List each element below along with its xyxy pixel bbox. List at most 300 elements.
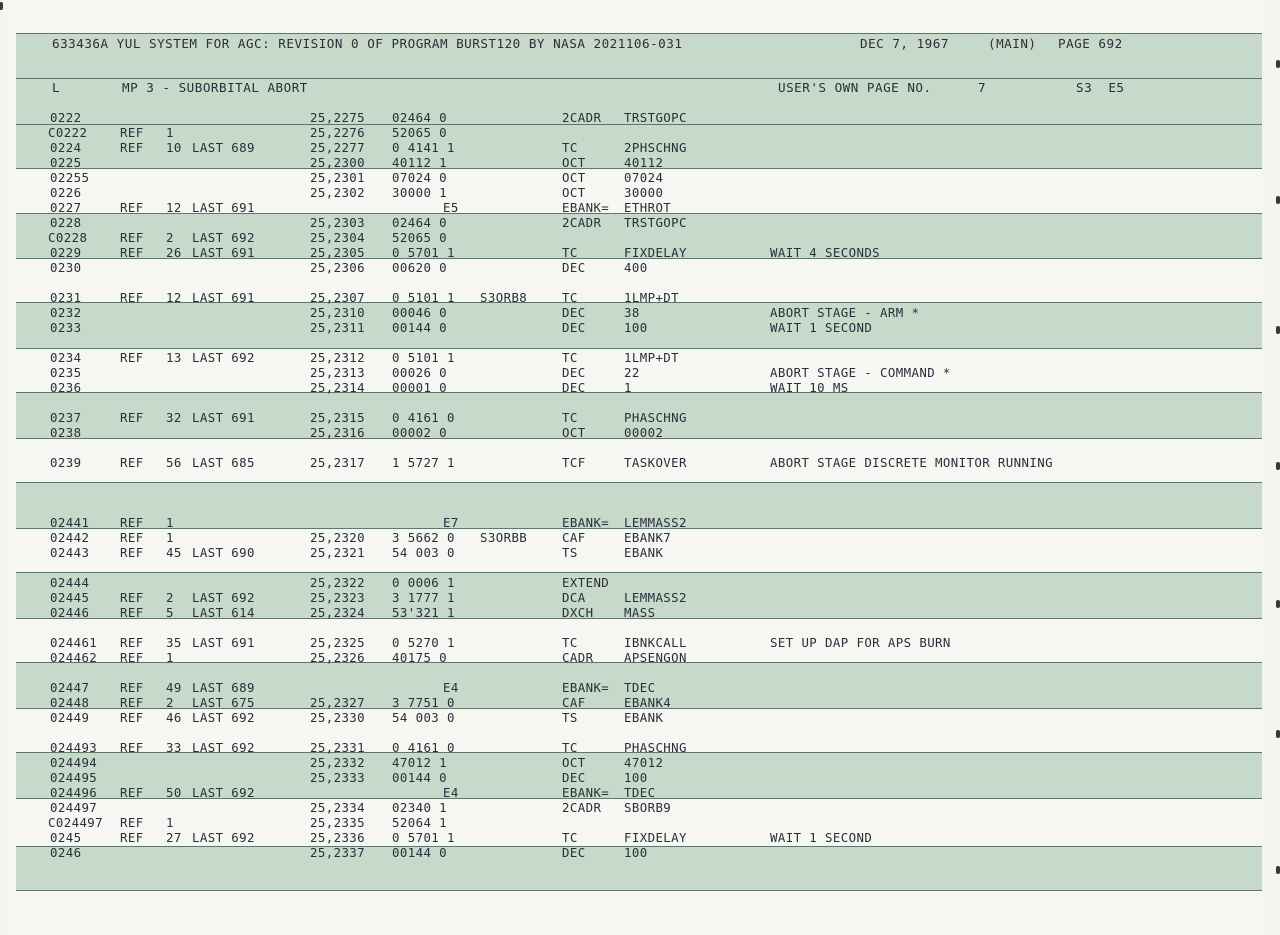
opcode-cell: TS [562,545,578,560]
address-cell: 25,2331 [310,740,366,755]
word-cell: 3 1777 1 [392,590,455,605]
ref-count-cell: 12 [166,200,182,215]
ref-count-cell: 32 [166,410,182,425]
ref-cell: REF [120,290,144,305]
loc-cell: 02443 [50,545,90,560]
ref-count-cell: 26 [166,245,182,260]
operand-cell: LEMMASS2 [624,515,687,530]
word-cell: 3 7751 0 [392,695,455,710]
word-cell: 02464 0 [392,215,448,230]
last-page-cell: LAST 614 [192,605,255,620]
listing-row [0,260,1280,275]
operand-cell: 38 [624,305,640,320]
word-cell: 52065 0 [392,125,448,140]
word-cell: 52065 0 [392,230,448,245]
opcode-cell: EBANK= [562,200,610,215]
opcode-cell: DEC [562,845,586,860]
word-cell: E5 [443,200,459,215]
loc-cell: 0224 [50,140,82,155]
ref-count-cell: 2 [166,695,174,710]
ref-count-cell: 1 [166,125,174,140]
opcode-cell: EXTEND [562,575,610,590]
address-cell: 25,2320 [310,530,366,545]
listing-row [0,710,1280,725]
loc-cell: 0229 [50,245,82,260]
ref-cell: REF [120,635,144,650]
operand-cell: EBANK7 [624,530,672,545]
ref-cell: REF [120,650,144,665]
last-page-cell: LAST 692 [192,740,255,755]
greenbar-rule [16,348,1262,349]
last-page-cell: LAST 692 [192,590,255,605]
address-cell: 25,2313 [310,365,366,380]
word-cell: E4 [443,785,459,800]
operand-cell: 07024 [624,170,664,185]
operand-cell: 400 [624,260,648,275]
ref-cell: REF [120,605,144,620]
address-cell: 25,2336 [310,830,366,845]
operand-cell: FIXDELAY [624,245,687,260]
word-cell: 00002 0 [392,425,448,440]
listing-row [0,155,1280,170]
listing-header [0,36,1280,52]
loc-cell: 0225 [50,155,82,170]
listing-row [0,125,1280,140]
feed-hole [1276,326,1280,334]
opcode-cell: DEC [562,380,586,395]
last-page-cell: LAST 691 [192,200,255,215]
opcode-cell: TC [562,635,578,650]
ref-count-cell: 50 [166,785,182,800]
loc-cell: 024493 [50,740,98,755]
ref-cell: REF [120,350,144,365]
listing-row [0,695,1280,710]
ref-count-cell: 10 [166,140,182,155]
word-cell: 0 4141 1 [392,140,455,155]
operand-cell: 47012 [624,755,664,770]
loc-cell: 0235 [50,365,82,380]
opcode-cell: OCT [562,185,586,200]
word-cell: 54 003 0 [392,710,455,725]
program-title: 633436A YUL SYSTEM FOR AGC: REVISION 0 OF PROGRAM BURST120 BY NASA 2021106-031 [52,36,683,51]
word-cell: E4 [443,680,459,695]
opcode-cell: 2CADR [562,215,602,230]
word-cell: 00046 0 [392,305,448,320]
listing-row [0,320,1280,335]
comment-cell: ABORT STAGE - COMMAND * [770,365,951,380]
listing-row [0,635,1280,650]
address-cell: 25,2330 [310,710,366,725]
users-page-label: USER'S OWN PAGE NO. [778,80,932,95]
listing-row [0,350,1280,365]
opcode-cell: EBANK= [562,515,610,530]
operand-cell: 30000 [624,185,664,200]
word-cell: 54 003 0 [392,545,455,560]
opcode-cell: CAF [562,695,586,710]
comment-cell: ABORT STAGE DISCRETE MONITOR RUNNING [770,455,1053,470]
ref-count-cell: 45 [166,545,182,560]
opcode-cell: DEC [562,260,586,275]
ref-count-cell: 27 [166,830,182,845]
operand-cell: 100 [624,845,648,860]
word-cell: 40112 1 [392,155,448,170]
section-title: MP 3 - SUBORBITAL ABORT [122,80,308,95]
loc-cell: 024461 [50,635,98,650]
last-page-cell: LAST 691 [192,410,255,425]
ref-cell: REF [120,200,144,215]
loc-cell: C0228 [48,230,88,245]
section-codes: S3 E5 [1076,80,1125,95]
listing-mode: (MAIN) [988,36,1037,51]
listing-row [0,530,1280,545]
listing-type: L [52,80,61,95]
ref-cell: REF [120,410,144,425]
address-cell: 25,2317 [310,455,366,470]
address-cell: 25,2304 [310,230,366,245]
opcode-cell: OCT [562,170,586,185]
opcode-cell: OCT [562,755,586,770]
operand-cell: TRSTGOPC [624,110,687,125]
ref-cell: REF [120,530,144,545]
listing-row [0,515,1280,530]
ref-count-cell: 1 [166,815,174,830]
loc-cell: 0227 [50,200,82,215]
label-cell: S3ORBB [480,530,528,545]
listing-row [0,590,1280,605]
ref-cell: REF [120,515,144,530]
word-cell: 00026 0 [392,365,448,380]
address-cell: 25,2315 [310,410,366,425]
loc-cell: 0233 [50,320,82,335]
ref-cell: REF [120,140,144,155]
loc-cell: 02447 [50,680,90,695]
opcode-cell: TC [562,140,578,155]
word-cell: 0 5270 1 [392,635,455,650]
address-cell: 25,2301 [310,170,366,185]
address-cell: 25,2277 [310,140,366,155]
address-cell: 25,2275 [310,110,366,125]
address-cell: 25,2321 [310,545,366,560]
operand-cell: SBORB9 [624,800,672,815]
operand-cell: ETHROT [624,200,672,215]
comment-cell: WAIT 1 SECOND [770,830,873,845]
word-cell: 0 5101 1 [392,350,455,365]
loc-cell: 02255 [50,170,90,185]
ref-cell: REF [120,455,144,470]
ref-cell: REF [120,830,144,845]
ref-cell: REF [120,710,144,725]
address-cell: 25,2303 [310,215,366,230]
opcode-cell: DCA [562,590,586,605]
ref-cell: REF [120,590,144,605]
last-page-cell: LAST 692 [192,785,255,800]
opcode-cell: 2CADR [562,800,602,815]
address-cell: 25,2307 [310,290,366,305]
label-cell: S3ORB8 [480,290,528,305]
last-page-cell: LAST 690 [192,545,255,560]
loc-cell: 02449 [50,710,90,725]
last-page-cell: LAST 691 [192,290,255,305]
last-page-cell: LAST 691 [192,635,255,650]
listing-row [0,455,1280,470]
opcode-cell: TC [562,290,578,305]
ref-cell: REF [120,695,144,710]
ref-count-cell: 5 [166,605,174,620]
loc-cell: 024494 [50,755,98,770]
loc-cell: 0226 [50,185,82,200]
greenbar-rule [16,890,1262,891]
listing-row [0,680,1280,695]
loc-cell: 024496 [50,785,98,800]
listing-row [0,290,1280,305]
loc-cell: 0239 [50,455,82,470]
loc-cell: 0222 [50,110,82,125]
last-page-cell: LAST 675 [192,695,255,710]
ref-count-cell: 35 [166,635,182,650]
listing-row [0,380,1280,395]
listing-row [0,365,1280,380]
operand-cell: TASKOVER [624,455,687,470]
address-cell: 25,2324 [310,605,366,620]
loc-cell: C024497 [48,815,104,830]
address-cell: 25,2322 [310,575,366,590]
word-cell: 3 5662 0 [392,530,455,545]
comment-cell: WAIT 10 MS [770,380,849,395]
feed-hole [1276,600,1280,608]
last-page-cell: LAST 692 [192,710,255,725]
listing-row [0,770,1280,785]
word-cell: 02464 0 [392,110,448,125]
listing-row [0,755,1280,770]
loc-cell: 024462 [50,650,98,665]
opcode-cell: EBANK= [562,785,610,800]
operand-cell: TDEC [624,680,656,695]
users-page-number: 7 [978,80,987,95]
operand-cell: TDEC [624,785,656,800]
opcode-cell: TC [562,350,578,365]
opcode-cell: TC [562,410,578,425]
operand-cell: EBANK [624,545,664,560]
loc-cell: 0245 [50,830,82,845]
ref-count-cell: 1 [166,650,174,665]
listing-row [0,200,1280,215]
address-cell: 25,2276 [310,125,366,140]
word-cell: 0 4161 0 [392,410,455,425]
listing-subheader [0,80,1280,96]
feed-hole [1276,60,1280,68]
operand-cell: EBANK [624,710,664,725]
word-cell: 52064 1 [392,815,448,830]
operand-cell: 00002 [624,425,664,440]
word-cell: 00144 0 [392,845,448,860]
listing-row [0,830,1280,845]
operand-cell: MASS [624,605,656,620]
feed-hole [1276,462,1280,470]
ref-count-cell: 46 [166,710,182,725]
feed-hole [1276,196,1280,204]
comment-cell: WAIT 1 SECOND [770,320,873,335]
address-cell: 25,2312 [310,350,366,365]
last-page-cell: LAST 692 [192,830,255,845]
ref-cell: REF [120,680,144,695]
loc-cell: 0237 [50,410,82,425]
listing-row [0,185,1280,200]
listing-row [0,305,1280,320]
opcode-cell: 2CADR [562,110,602,125]
ref-count-cell: 12 [166,290,182,305]
ref-count-cell: 2 [166,590,174,605]
loc-cell: 0231 [50,290,82,305]
address-cell: 25,2337 [310,845,366,860]
word-cell: 0 5101 1 [392,290,455,305]
feed-hole [0,2,3,10]
operand-cell: 100 [624,320,648,335]
address-cell: 25,2314 [310,380,366,395]
loc-cell: 0238 [50,425,82,440]
operand-cell: 2PHSCHNG [624,140,687,155]
listing-row [0,140,1280,155]
listing-row [0,785,1280,800]
ref-cell: REF [120,815,144,830]
opcode-cell: TC [562,830,578,845]
operand-cell: LEMMASS2 [624,590,687,605]
listing-row [0,605,1280,620]
opcode-cell: OCT [562,155,586,170]
listing-row [0,545,1280,560]
word-cell: 1 5727 1 [392,455,455,470]
page-number: PAGE 692 [1058,36,1123,51]
listing-row [0,575,1280,590]
loc-cell: 02446 [50,605,90,620]
operand-cell: IBNKCALL [624,635,687,650]
address-cell: 25,2333 [310,770,366,785]
listing-row [0,245,1280,260]
listing-date: DEC 7, 1967 [860,36,949,51]
opcode-cell: DEC [562,305,586,320]
operand-cell: PHASCHNG [624,740,687,755]
ref-cell: REF [120,545,144,560]
ref-cell: REF [120,245,144,260]
loc-cell: 0232 [50,305,82,320]
word-cell: E7 [443,515,459,530]
address-cell: 25,2327 [310,695,366,710]
ref-count-cell: 1 [166,515,174,530]
word-cell: 07024 0 [392,170,448,185]
listing-row [0,410,1280,425]
operand-cell: 100 [624,770,648,785]
opcode-cell: DEC [562,365,586,380]
ref-count-cell: 56 [166,455,182,470]
word-cell: 53'321 1 [392,605,455,620]
last-page-cell: LAST 691 [192,245,255,260]
last-page-cell: LAST 685 [192,455,255,470]
last-page-cell: LAST 689 [192,140,255,155]
last-page-cell: LAST 689 [192,680,255,695]
ref-count-cell: 1 [166,530,174,545]
opcode-cell: CADR [562,650,594,665]
address-cell: 25,2305 [310,245,366,260]
opcode-cell: DXCH [562,605,594,620]
word-cell: 47012 1 [392,755,448,770]
feed-hole [1276,730,1280,738]
address-cell: 25,2310 [310,305,366,320]
comment-cell: WAIT 4 SECONDS [770,245,881,260]
listing-row [0,740,1280,755]
operand-cell: 40112 [624,155,664,170]
listing-row [0,230,1280,245]
comment-cell: ABORT STAGE - ARM * [770,305,920,320]
listing-row [0,425,1280,440]
address-cell: 25,2316 [310,425,366,440]
loc-cell: 02444 [50,575,90,590]
loc-cell: 0234 [50,350,82,365]
operand-cell: 1LMP+DT [624,290,680,305]
ref-cell: REF [120,740,144,755]
address-cell: 25,2326 [310,650,366,665]
opcode-cell: TCF [562,455,586,470]
word-cell: 00144 0 [392,320,448,335]
listing-row [0,800,1280,815]
opcode-cell: TC [562,740,578,755]
operand-cell: 1LMP+DT [624,350,680,365]
ref-count-cell: 33 [166,740,182,755]
operand-cell: TRSTGOPC [624,215,687,230]
listing-row [0,845,1280,860]
feed-hole [1276,866,1280,874]
ref-cell: REF [120,785,144,800]
loc-cell: 02448 [50,695,90,710]
comment-cell: SET UP DAP FOR APS BURN [770,635,951,650]
listing-row [0,170,1280,185]
ref-cell: REF [120,125,144,140]
word-cell: 40175 0 [392,650,448,665]
operand-cell: PHASCHNG [624,410,687,425]
listing-row [0,815,1280,830]
loc-cell: 02441 [50,515,90,530]
loc-cell: 024495 [50,770,98,785]
operand-cell: FIXDELAY [624,830,687,845]
opcode-cell: DEC [562,320,586,335]
opcode-cell: TC [562,245,578,260]
address-cell: 25,2335 [310,815,366,830]
word-cell: 02340 1 [392,800,448,815]
word-cell: 00144 0 [392,770,448,785]
loc-cell: C0222 [48,125,88,140]
opcode-cell: EBANK= [562,680,610,695]
opcode-cell: OCT [562,425,586,440]
word-cell: 0 0006 1 [392,575,455,590]
operand-cell: 22 [624,365,640,380]
word-cell: 0 5701 1 [392,245,455,260]
word-cell: 00001 0 [392,380,448,395]
ref-cell: REF [120,230,144,245]
opcode-cell: CAF [562,530,586,545]
operand-cell: APSENGON [624,650,687,665]
loc-cell: 02442 [50,530,90,545]
loc-cell: 02445 [50,590,90,605]
word-cell: 30000 1 [392,185,448,200]
ref-count-cell: 49 [166,680,182,695]
operand-cell: EBANK4 [624,695,672,710]
address-cell: 25,2325 [310,635,366,650]
word-cell: 00620 0 [392,260,448,275]
loc-cell: 0228 [50,215,82,230]
last-page-cell: LAST 692 [192,350,255,365]
loc-cell: 0230 [50,260,82,275]
address-cell: 25,2300 [310,155,366,170]
word-cell: 0 4161 0 [392,740,455,755]
address-cell: 25,2311 [310,320,366,335]
